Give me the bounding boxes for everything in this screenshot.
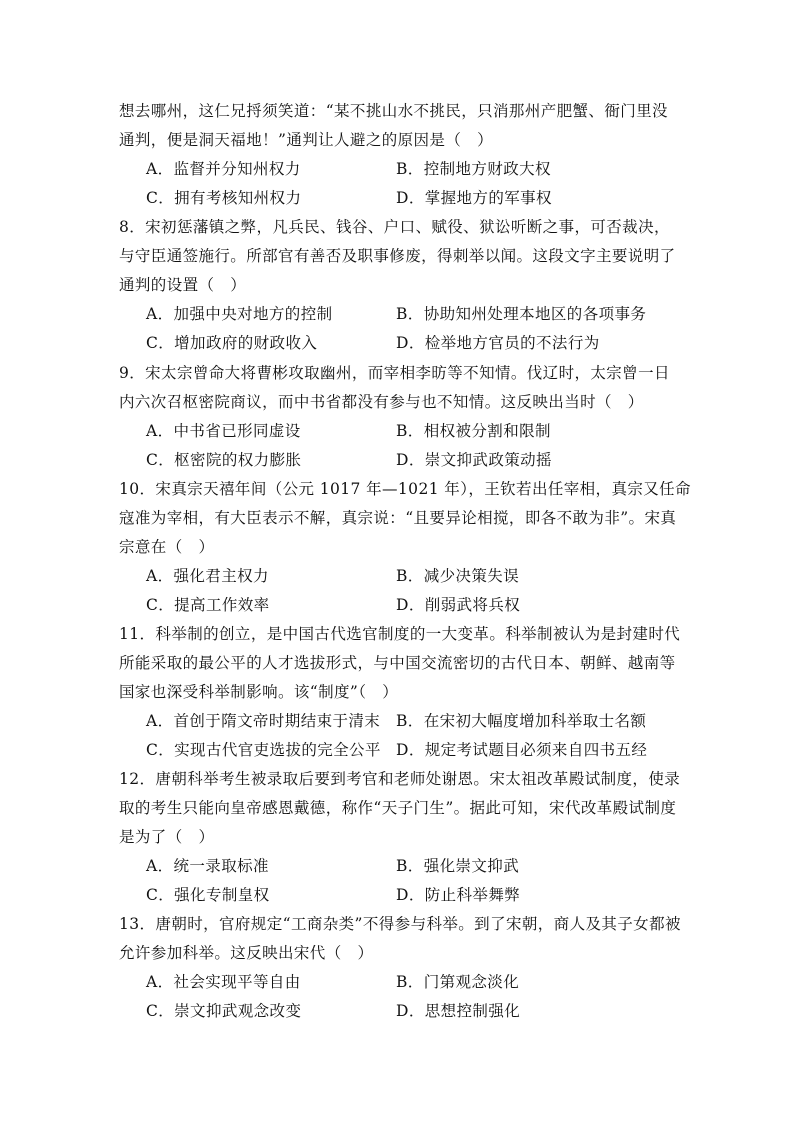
q9-line-2: 内六次召枢密院商议，而中书省都没有参与也不知情。这反映出当时（ ） <box>119 393 644 411</box>
q13-line-1: 13．唐朝时，官府规定“工商杂类”不得参与科举。到了宋朝，商人及其子女都被 <box>119 915 681 933</box>
intro-option-c: C．拥有考核知州权力 <box>146 189 302 207</box>
q11-option-a: A．首创于隋文帝时期结束于清末 <box>146 712 381 730</box>
q8-line-1: 8．宋初惩藩镇之弊，凡兵民、钱谷、户口、赋役、狱讼听断之事，可否裁决， <box>119 218 670 236</box>
q10-option-a: A．强化君主权力 <box>146 567 269 585</box>
q12-line-3: 是为了（ ） <box>119 828 215 846</box>
q12-line-2: 取的考生只能向皇帝感恩戴德，称作“天子门生”。据此可知，宋代改革殿试制度 <box>119 799 677 817</box>
q12-line-1: 12．唐朝科举考生被录取后要到考官和老师处谢恩。宋太祖改革殿试制度，使录 <box>119 770 681 788</box>
q9-option-b: B．相权被分割和限制 <box>396 422 551 440</box>
intro-line-1: 想去哪州，这仁兄捋须笑道：“某不挑山水不挑民，只消那州产肥蟹、衙门里没 <box>119 102 668 120</box>
q13-option-c: C．崇文抑武观念改变 <box>146 1002 302 1020</box>
q9-line-1: 9．宋太宗曾命大将曹彬攻取幽州，而宰相李昉等不知情。伐辽时，太宗曾一日 <box>119 364 670 382</box>
intro-option-a: A．监督并分知州权力 <box>146 160 301 178</box>
q13-option-a: A．社会实现平等自由 <box>146 973 301 991</box>
q8-option-b: B．协助知州处理本地区的各项事务 <box>396 305 647 323</box>
q9-option-d: D．崇文抑武政策动摇 <box>396 451 552 469</box>
q8-line-2: 与守臣通签施行。所部官有善否及职事修废，得刺举以闻。这段文字主要说明了 <box>119 247 676 265</box>
q11-line-3: 国家也深受科举制影响。该“制度”（ ） <box>119 683 399 701</box>
q11-option-c: C．实现古代官吏选拔的完全公平 <box>146 741 381 759</box>
q12-option-b: B．强化崇文抑武 <box>396 857 520 875</box>
q9-option-c: C．枢密院的权力膨胀 <box>146 451 302 469</box>
q10-line-1: 10．宋真宗天禧年间（公元 1017 年—1021 年），王钦若出任宰相，真宗又任命 <box>119 480 691 498</box>
intro-option-d: D．掌握地方的军事权 <box>396 189 552 207</box>
q10-line-2: 寇准为宰相，有大臣表示不解，真宗说：“且要异论相搅，即各不敢为非”。宋真 <box>119 509 677 527</box>
q9-option-a: A．中书省已形同虚设 <box>146 422 301 440</box>
q10-option-b: B．减少决策失误 <box>396 567 520 585</box>
q13-option-d: D．思想控制强化 <box>396 1002 521 1020</box>
q13-line-2: 允许参加科举。这反映出宋代（ ） <box>119 944 374 962</box>
q10-line-3: 宗意在（ ） <box>119 538 215 556</box>
q8-option-c: C．增加政府的财政收入 <box>146 334 318 352</box>
q8-line-3: 通判的设置（ ） <box>119 276 247 294</box>
q12-option-d: D．防止科举舞弊 <box>396 886 521 904</box>
q11-line-1: 11．科举制的创立，是中国古代选官制度的一大变革。科举制被认为是封建时代 <box>119 625 681 643</box>
q11-option-d: D．规定考试题目必须来自四书五经 <box>396 741 648 759</box>
q12-option-c: C．强化专制皇权 <box>146 886 270 904</box>
q12-option-a: A．统一录取标准 <box>146 857 269 875</box>
q11-line-2: 所能采取的最公平的人才选拔形式，与中国交流密切的古代日本、朝鲜、越南等 <box>119 654 676 672</box>
q13-option-b: B．门第观念淡化 <box>396 973 520 991</box>
intro-line-2: 通判，便是洞天福地！”通判让人避之的原因是（ ） <box>119 131 494 149</box>
q11-option-b: B．在宋初大幅度增加科举取士名额 <box>396 712 647 730</box>
q10-option-c: C．提高工作效率 <box>146 596 270 614</box>
intro-option-b: B．控制地方财政大权 <box>396 160 551 178</box>
q10-option-d: D．削弱武将兵权 <box>396 596 521 614</box>
q8-option-d: D．检举地方官员的不法行为 <box>396 334 600 352</box>
q8-option-a: A．加强中央对地方的控制 <box>146 305 333 323</box>
